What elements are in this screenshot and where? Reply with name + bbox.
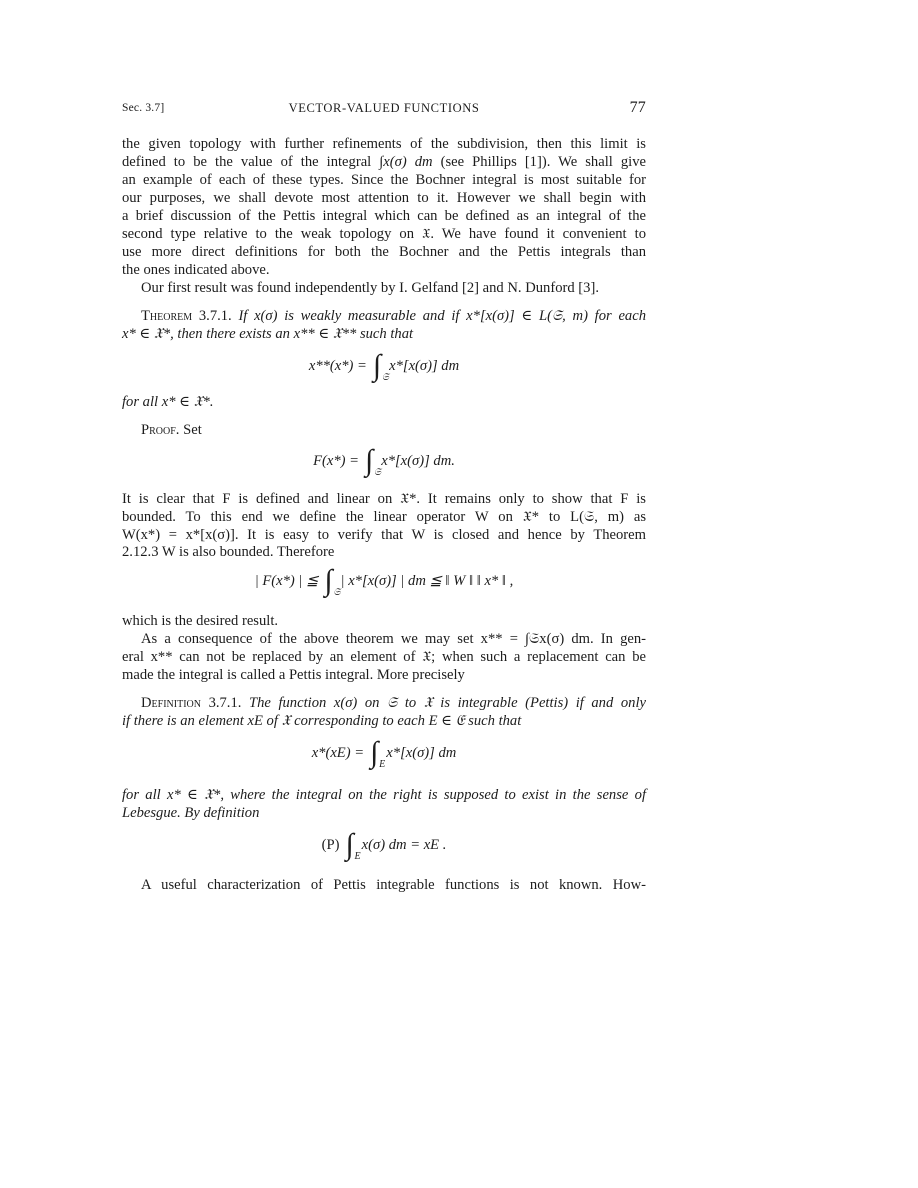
text-line: A useful characterization of Pettis integrable functions is not known. How- [141, 877, 646, 893]
text-line: for all x* ∈ 𝔛*. [122, 394, 214, 410]
text-line: the ones indicated above. [122, 262, 270, 278]
text-line: the given topology with further refinements of the subdivision, then this limit is [122, 136, 646, 152]
equation: x*(xE) = ∫ E x*[x(σ)] dm [311, 736, 457, 770]
equation: | F(x*) | ≦ ∫ 𝔖 | x*[x(σ)] | dm ≦ ‖ W ‖ ‖ x* ‖ , [254, 564, 514, 598]
text-line: 2.12.3 W is also bounded. Therefore [122, 544, 335, 560]
text-line: eral x** can not be replaced by an element of 𝔛; when such a replacement can be [122, 649, 646, 665]
section-reference: Sec. 3.7] [122, 102, 165, 114]
theorem-label: Theorem [141, 308, 193, 324]
proof-label: Proof [141, 422, 176, 438]
text-line: if there is an element xE of 𝔛 corresponding to each E ∈ 𝔈 such that [122, 713, 522, 729]
text-line: which is the desired result. [122, 613, 279, 629]
text-line: made the integral is called a Pettis integral. More precisely [122, 667, 465, 683]
integral-sign: ∫ E [345, 828, 361, 862]
text-line: Our first result was found independently by I. Gelfand [2] and N. Dunford [3]. [141, 280, 599, 296]
text-line: second type relative to the weak topology on 𝔛. We have found it convenient to [122, 226, 646, 242]
theorem-statement: Theorem 3.7.1. If x(σ) is weakly measurable and if x*[x(σ)] ∈ L(𝔖, m) for each [141, 308, 646, 324]
text-line: an example of each of these types. Since the Bochner integral is most suitable for [122, 172, 646, 188]
text-line: our purposes, we shall devote most attention to it. However we shall begin with [122, 190, 646, 206]
definition-label: Definition [141, 695, 201, 711]
text-line: As a consequence of the above theorem we may set x** = ∫𝔖x(σ) dm. In gen- [141, 631, 646, 647]
chapter-title: VECTOR-VALUED FUNCTIONS [288, 101, 480, 115]
text-line: for all x* ∈ 𝔛*, where the integral on the right is supposed to exist in the sense of [122, 787, 646, 803]
equation: x**(x*) = ∫ 𝔖 x*[x(σ)] dm [308, 349, 460, 383]
integral-sign: ∫ E [370, 736, 386, 770]
text-line: a brief discussion of the Pettis integral which can be defined as an integral of the [122, 208, 646, 224]
equation: (P) ∫ E x(σ) dm = xE . [321, 828, 447, 862]
text-line: x* ∈ 𝔛*, then there exists an x** ∈ 𝔛** such that [122, 326, 414, 342]
text-line: W(x*) = x*[x(σ)]. It is easy to verify that W is closed and hence by Theorem [122, 527, 646, 543]
page-number: 77 [629, 99, 646, 116]
integral-sign: ∫ 𝔖 [324, 564, 341, 598]
text-line: bounded. To this end we define the linear operator W on 𝔛* to L(𝔖, m) as [122, 509, 646, 525]
integral-sign: ∫ 𝔖 [372, 349, 389, 383]
text-line: It is clear that F is defined and linear on 𝔛*. It remains only to show that F is [122, 491, 646, 507]
equation: F(x*) = ∫ 𝔖 x*[x(σ)] dm. [313, 444, 455, 478]
proof-line: Proof. Set [141, 422, 202, 438]
text-line: Lebesgue. By definition [122, 805, 260, 821]
text-line: use more direct definitions for both the Bochner and the Pettis integrals than [122, 244, 646, 260]
definition-statement: Definition 3.7.1. The function x(σ) on 𝔖 to 𝔛 is integrable (Pettis) if and only [141, 695, 646, 711]
text-line: defined to be the value of the integral ∫x(σ) dm (see Phillips [1]). We shall give [122, 154, 646, 170]
integral-sign: ∫ 𝔖 [365, 444, 382, 478]
running-header [122, 100, 646, 118]
